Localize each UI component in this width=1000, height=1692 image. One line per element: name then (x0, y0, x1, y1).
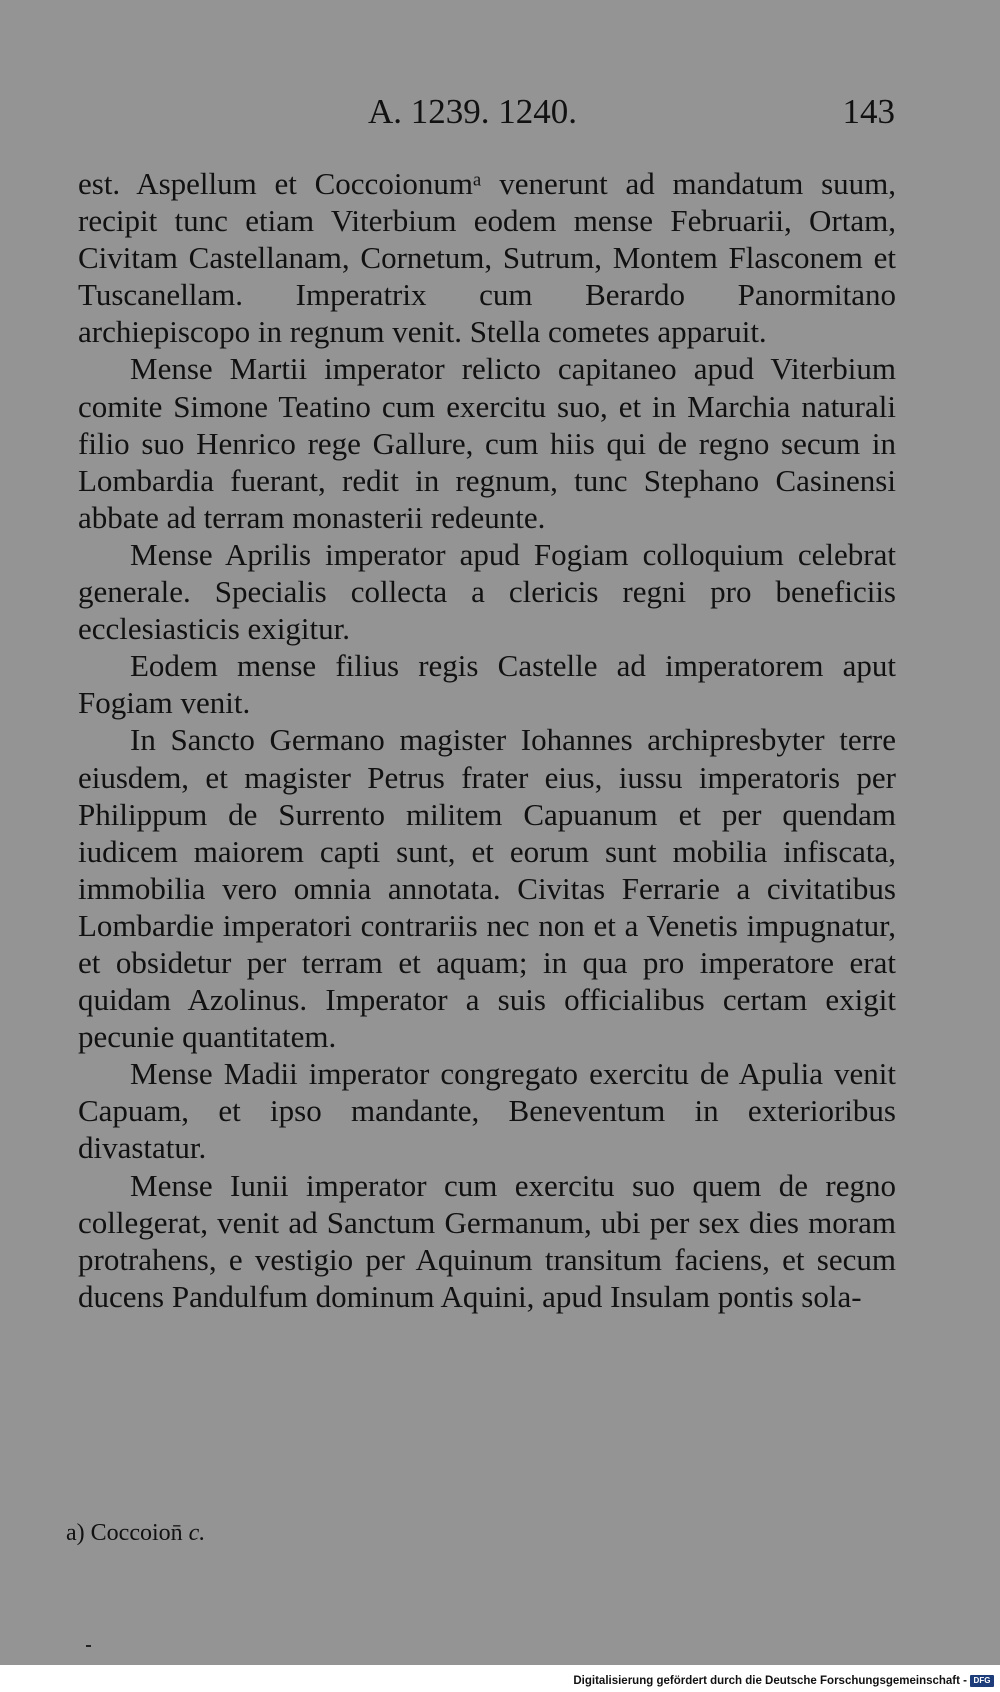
digitization-credit (573, 1673, 994, 1689)
paragraph: Mense Aprilis imperator apud Fogiam colloquium celebrat generale. Specialis collecta a clericis regni pro beneficiis ecclesiasticis exigitur. (78, 536, 896, 647)
chronicle-text (78, 165, 896, 1315)
footnote-text: Coccoion̄ (90, 1520, 183, 1546)
running-head: A. 1239. 1240. (368, 92, 578, 131)
paragraph: Mense Madii imperator congregato exercitu de Apulia venit Capuam, et ipso mandante, Beneventum in exterioribus divastatur. (78, 1056, 896, 1166)
scan-speck (86, 1645, 91, 1647)
page-header (80, 92, 895, 132)
paragraph: Mense Martii imperator relicto capitaneo apud Viterbium comite Simone Teatino cum exercitu suo, et in Marchia naturali filio suo Henrico rege Gallure, cum hiis qui de regno secum in Lombardia fuerant, redit in regnum, tunc Stephano Casinensi abbate ad terram monasterii redeunte. (78, 351, 896, 535)
paragraph: Eodem mense filius regis Castelle ad imperatorem aput Fogiam venit. (78, 648, 896, 721)
dfg-logo-icon: DFG (970, 1675, 994, 1687)
footnote (66, 1520, 205, 1547)
credit-text: Digitalisierung gefördert durch die Deutsche Forschungsgemeinschaft - (573, 1675, 967, 1687)
paragraph: In Sancto Germano magister Iohannes archipresbyter terre eiusdem, et magister Petrus frater eius, iussu imperatoris per Philippum de Surrento militem Capuanum et per quendam iudicem maiorem capti sunt, et eorum sunt mobilia infiscata, immobilia vero omnia annotata. Civitas Ferrarie a civitatibus Lombardie imperatori contrariis nec non et a Venetis impugnatur, et obsidetur per terram et aquam; in qua pro imperatore erat quidam Azolinus. Imperator a suis officialibus certam exigit pecunie quantitatem. (78, 722, 896, 1055)
footnote-manuscript: c. (188, 1520, 206, 1546)
paragraph: est. Aspellum et Coccoionumᵃ venerunt ad mandatum suum, recipit tunc etiam Viterbium eodem mense Februarii, Ortam, Civitam Castellanam, Cornetum, Sutrum, Montem Flasconem et Tuscanellam. Imperatrix cum Berardo Panormitano archiepiscopo in regnum venit. Stella cometes apparuit. (78, 166, 896, 350)
page-number: 143 (842, 92, 895, 131)
paragraph: Mense Iunii imperator cum exercitu suo quem de regno collegerat, venit ad Sanctum Germanum, ubi per sex dies moram protrahens, e vestigio per Aquinum transitum faciens, et secum ducens Pandulfum dominum Aquini, apud Insulam pontis sola- (78, 1167, 896, 1314)
footnote-label: a) (66, 1520, 85, 1546)
